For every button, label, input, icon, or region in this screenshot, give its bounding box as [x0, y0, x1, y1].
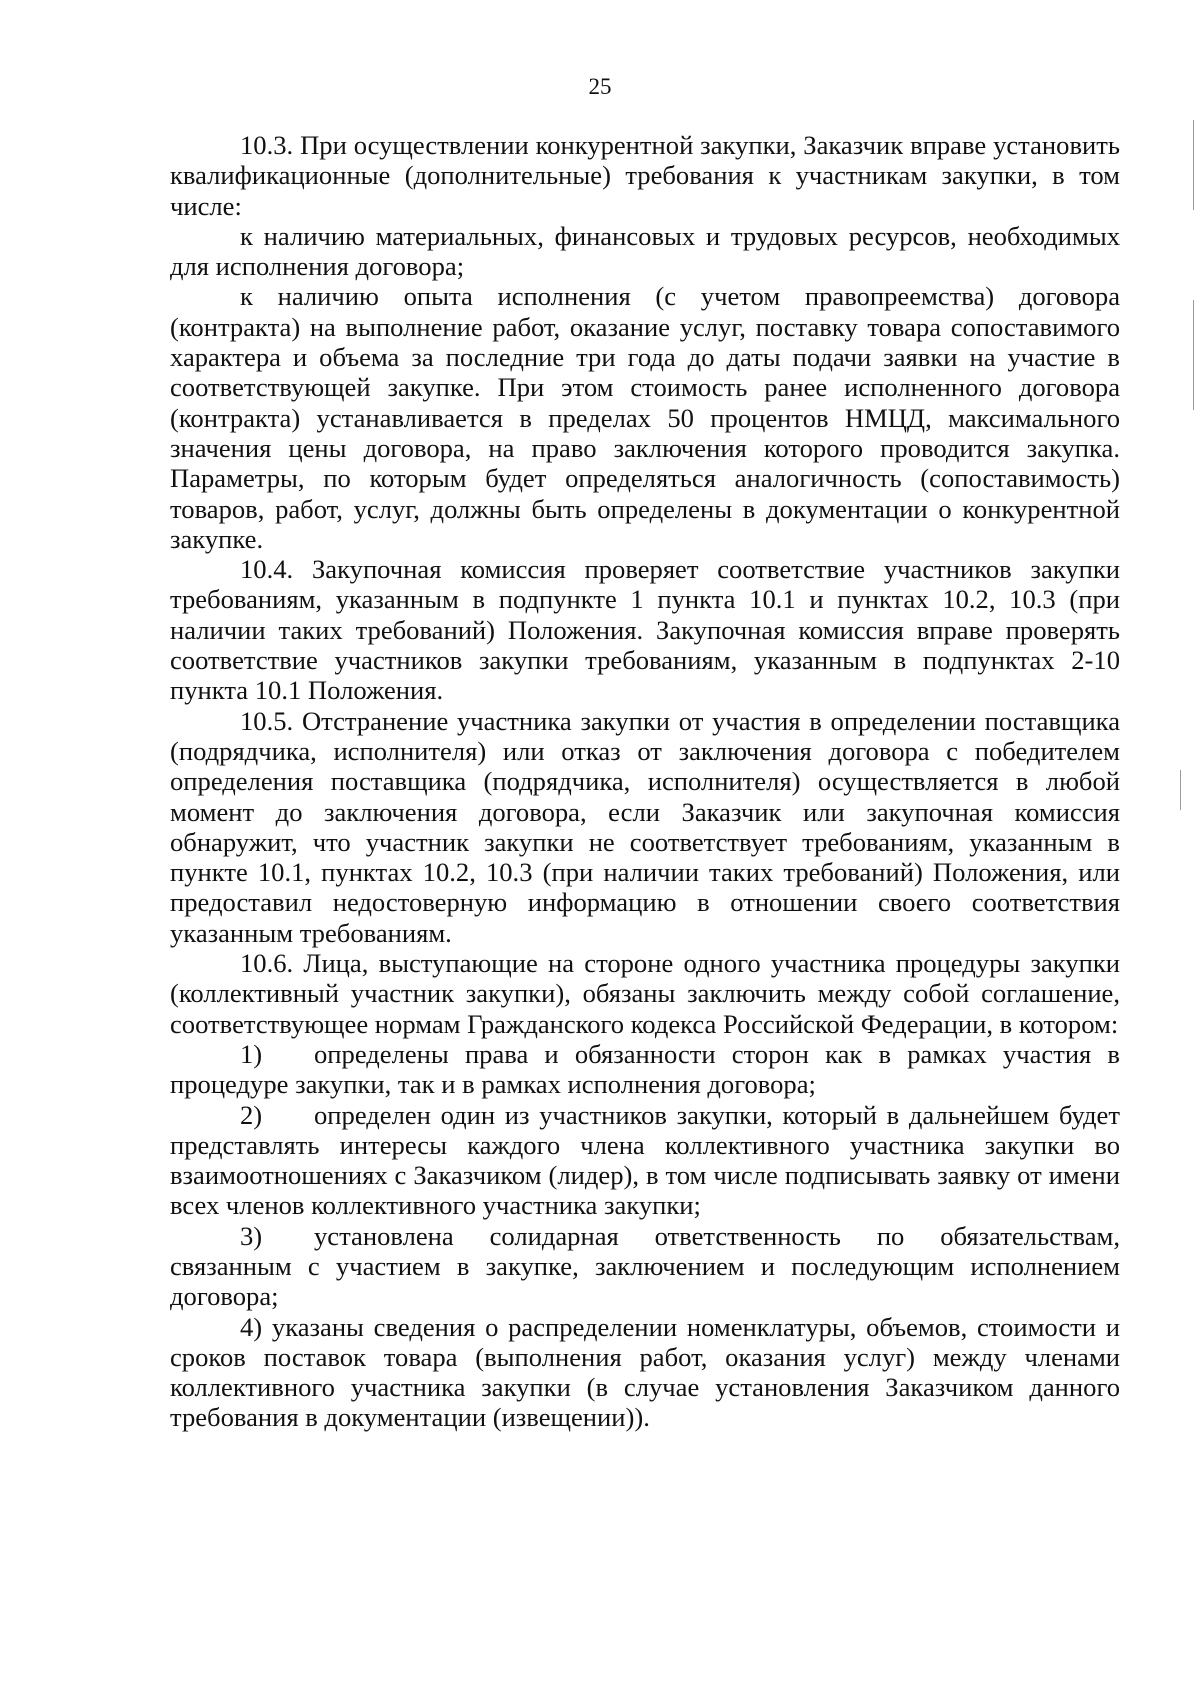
scan-edge-mark [1193, 120, 1194, 210]
list-item-text: определены права и обязанности сторон как в рамках участия в процедуре закупки, так и в рамках исполнения договора; [170, 1038, 1120, 1100]
scan-edge-mark [1180, 770, 1181, 810]
paragraph-10-5: 10.5. Отстранение участника закупки от участия в определении поставщика (подрядчика, исполнителя) или отказ от заключения договора с победителем определения поставщика (подрядчика, исполнителя) осуществляется в любой момент до заключения договора, если Заказчик или закупочная комиссия обнаружит, что участник закупки не соответствует требованиям, указанным в пункте 10.1, пунктах 10.2, 10.3 (при наличии таких требований) Положения, или предоставил недостоверную информацию в отношении своего соответствия указанным требованиям. [170, 705, 1120, 948]
list-item-number: 1) [240, 1038, 263, 1069]
list-item-text: определен один из участников закупки, который в дальнейшем будет представлять интересы каждого члена коллективного участника закупки во взаимоотношениях с Заказчиком (лидер), в том числе подписывать заявку от имени всех членов коллективного участника закупки; [170, 1099, 1120, 1221]
document-body [170, 130, 1120, 1433]
list-item-number: 2) [240, 1099, 263, 1130]
paragraph-experience: к наличию опыта исполнения (с учетом правопреемства) договора (контракта) на выполнение работ, оказание услуг, поставку товара сопоставимого характера и объема за последние три года до даты подачи заявки на участие в соответствующей закупке. При этом стоимость ранее исполненного договора (контракта) устанавливается в пределах 50 процентов НМЦД, максимального значения цены договора, на право заключения которого проводится закупка. Параметры, по которым будет определяться аналогичность (сопоставимость) товаров, работ, услуг, должны быть определены в документации о конкурентной закупке. [170, 281, 1120, 554]
list-item-3 [170, 1221, 1120, 1312]
paragraph-10-6: 10.6. Лица, выступающие на стороне одного участника процедуры закупки (коллективный участник закупки), обязаны заключить между собой соглашение, соответствующее нормам Гражданского кодекса Российской Федерации, в котором: [170, 948, 1120, 1039]
page-number: 25 [588, 74, 612, 99]
paragraph-10-4: 10.4. Закупочная комиссия проверяет соответствие участников закупки требованиям, указанным в подпункте 1 пункта 10.1 и пунктах 10.2, 10.3 (при наличии таких требований) Положения. Закупочная комиссия вправе проверять соответствие участников закупки требованиям, указанным в подпунктах 2-10 пункта 10.1 Положения. [170, 554, 1120, 706]
list-item-2 [170, 1100, 1120, 1221]
list-item-1 [170, 1039, 1120, 1100]
list-item-4: 4) указаны сведения о распределении номенклатуры, объемов, стоимости и сроков поставок товара (выполнения работ, оказания услуг) между членами коллективного участника закупки (в случае установления Заказчиком данного требования в документации (извещении)). [170, 1311, 1120, 1433]
list-item-number: 3) [240, 1220, 263, 1251]
list-item-text: установлена солидарная ответственность по обязательствам, связанным с участием в закупке, заключением и последующим исполнением договора; [170, 1220, 1120, 1312]
paragraph-10-3: 10.3. При осуществлении конкурентной закупки, Заказчик вправе установить квалификационные (дополнительные) требования к участникам закупки, в том числе: [170, 130, 1120, 221]
scan-edge-mark [1193, 300, 1194, 410]
paragraph-resources: к наличию материальных, финансовых и трудовых ресурсов, необходимых для исполнения договора; [170, 220, 1120, 282]
